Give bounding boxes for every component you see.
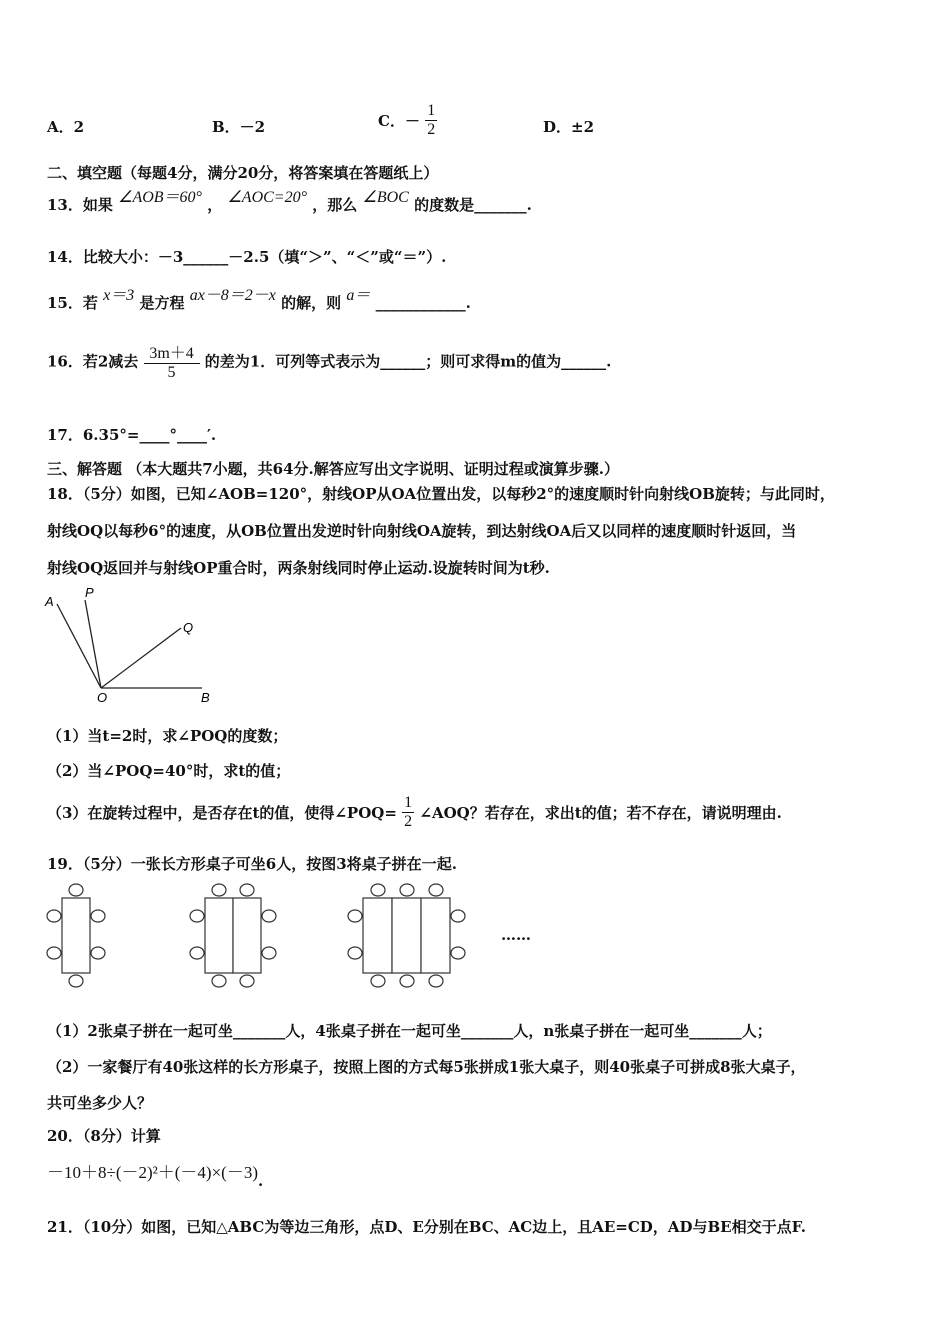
q19-line-1: 19．（5分）一张长方形桌子可坐6人，按图3将桌子拼在一起. (47, 855, 457, 873)
q18-line-1: 18．（5分）如图，已知∠AOB=120°，射线OP从OA位置出发，以每秒2°的速度顺时针向射线OB旋转；与此同时， (47, 485, 835, 503)
q20-expression: －10＋8÷(－2)²＋(－4)×(－3) (47, 1163, 258, 1182)
table (392, 898, 421, 973)
chair (69, 975, 83, 987)
question-15 (47, 287, 471, 313)
ray-op (85, 600, 101, 688)
q18-sub-1: （1）当t=2时，求∠POQ的度数； (47, 727, 288, 745)
chair (400, 884, 414, 896)
option-c (378, 102, 437, 139)
chair (240, 975, 254, 987)
chair (348, 947, 362, 959)
option-c-label: C．－ (378, 112, 420, 130)
option-c-numerator: 1 (427, 102, 436, 119)
q18-sub-3 (47, 794, 782, 831)
q16-suffix: 的差为1．可列等式表示为______；则可求得m的值为______. (204, 352, 612, 371)
q15-mid1: 是方程 (139, 294, 185, 312)
q15-a-eq: a＝ (346, 287, 371, 304)
section-2-title: 二、填空题（每题4分，满分20分，将答案填在答题纸上） (47, 164, 439, 182)
table (363, 898, 392, 973)
table-group-1 (47, 884, 105, 987)
question-14: 14．比较大小：－3______－2.5（填“＞”、“＜”或“＝”）. (47, 248, 447, 266)
q18-sub-2: （2）当∠POQ=40°时，求t的值； (47, 762, 291, 780)
q13-angle-aob: ∠AOB＝60° (118, 189, 202, 206)
table-group-3 (348, 884, 465, 987)
label-o: O (97, 690, 108, 705)
q16-denominator: 5 (144, 363, 200, 382)
chair (69, 884, 83, 896)
section-3-title: 三、解答题 （本大题共7小题，共64分.解答应写出文字说明、证明过程或演算步骤.） (47, 460, 619, 478)
chair (371, 884, 385, 896)
chair (429, 975, 443, 987)
table-group-2 (190, 884, 276, 987)
chair (212, 884, 226, 896)
chair (47, 910, 61, 922)
chair (240, 884, 254, 896)
q13-angle-aoc: ∠AOC=20° (227, 189, 307, 206)
q20-period: . (257, 1172, 264, 1190)
q16-numerator: 3m＋4 (149, 345, 194, 362)
q15-x-eq-3: x＝3 (103, 287, 135, 304)
label-p: P (85, 588, 94, 600)
chair (451, 947, 465, 959)
option-c-fraction (425, 102, 437, 139)
q18-sub-3-prefix: （3）在旋转过程中，是否存在t的值，使得∠POQ= (47, 804, 397, 822)
question-16 (47, 340, 611, 382)
q13-suffix: 的度数是_______. (414, 196, 532, 214)
table (421, 898, 450, 973)
q16-prefix: 16．若2减去 (47, 352, 139, 371)
q13-mid: ，那么 (312, 196, 358, 214)
ray-oa (57, 604, 101, 688)
q15-equation: ax－8＝2－x (189, 287, 276, 304)
q15-suffix: ____________. (375, 294, 471, 312)
option-b: B．－2 (212, 118, 266, 136)
label-q: Q (183, 620, 194, 635)
q18-sub-3-suffix: ∠AOQ？若存在，求出t的值；若不存在，请说明理由. (419, 804, 782, 822)
option-a: A．2 (47, 118, 85, 136)
q18-sub-3-numerator: 1 (404, 794, 413, 811)
q20-expression-line (47, 1158, 264, 1190)
chair (429, 884, 443, 896)
q20-title: 20．（8分）计算 (47, 1127, 161, 1145)
q19-sub-1: （1）2张桌子拼在一起可坐_______人，4张桌子拼在一起可坐_______人，n张桌子拼在一起可坐_______人； (47, 1022, 772, 1040)
label-b: B (201, 690, 210, 705)
table (205, 898, 233, 973)
chair (91, 910, 105, 922)
option-c-denominator: 2 (427, 121, 436, 138)
q15-prefix: 15．若 (47, 294, 98, 312)
chair (262, 947, 276, 959)
q18-sub-3-denominator: 2 (404, 813, 413, 830)
question-21: 21．（10分）如图，已知△ABC为等边三角形，点D、E分别在BC、AC边上，且AE=CD，AD与BE相交于点F. (47, 1218, 806, 1236)
q15-mid2: 的解，则 (281, 294, 342, 312)
q18-angle-diagram (40, 588, 230, 708)
question-17: 17．6.35°=____°____′. (47, 426, 217, 444)
q13-prefix: 13．如果 (47, 196, 113, 214)
chair (91, 947, 105, 959)
q19-ellipsis: …… (501, 926, 531, 944)
q18-line-3: 射线OQ返回并与射线OP重合时，两条射线同时停止运动.设旋转时间为t秒. (47, 559, 550, 577)
ray-oq (101, 628, 181, 688)
q19-sub-2b: 共可坐多少人？ (47, 1094, 153, 1112)
q19-sub-2a: （2）一家餐厅有40张这样的长方形桌子，按照上图的方式每5张拼成1张大桌子，则40张桌子可拼成8张大桌子， (47, 1058, 806, 1076)
q16-fraction (144, 340, 200, 382)
label-a: A (45, 594, 54, 609)
q13-sep: ， (207, 196, 223, 214)
q18-sub-3-fraction (402, 794, 414, 831)
table (233, 898, 261, 973)
q13-angle-boc: ∠BOC (362, 189, 409, 206)
q18-line-2: 射线OQ以每秒6°的速度，从OB位置出发逆时针向射线OA旋转，到达射线OA后又以同样的速度顺时针返回，当 (47, 522, 797, 540)
chair (371, 975, 385, 987)
question-13 (47, 189, 532, 215)
chair (451, 910, 465, 922)
table (62, 898, 90, 973)
chair (400, 975, 414, 987)
chair (190, 910, 204, 922)
chair (262, 910, 276, 922)
chair (212, 975, 226, 987)
option-d: D．±2 (543, 118, 595, 136)
chair (348, 910, 362, 922)
chair (47, 947, 61, 959)
chair (190, 947, 204, 959)
